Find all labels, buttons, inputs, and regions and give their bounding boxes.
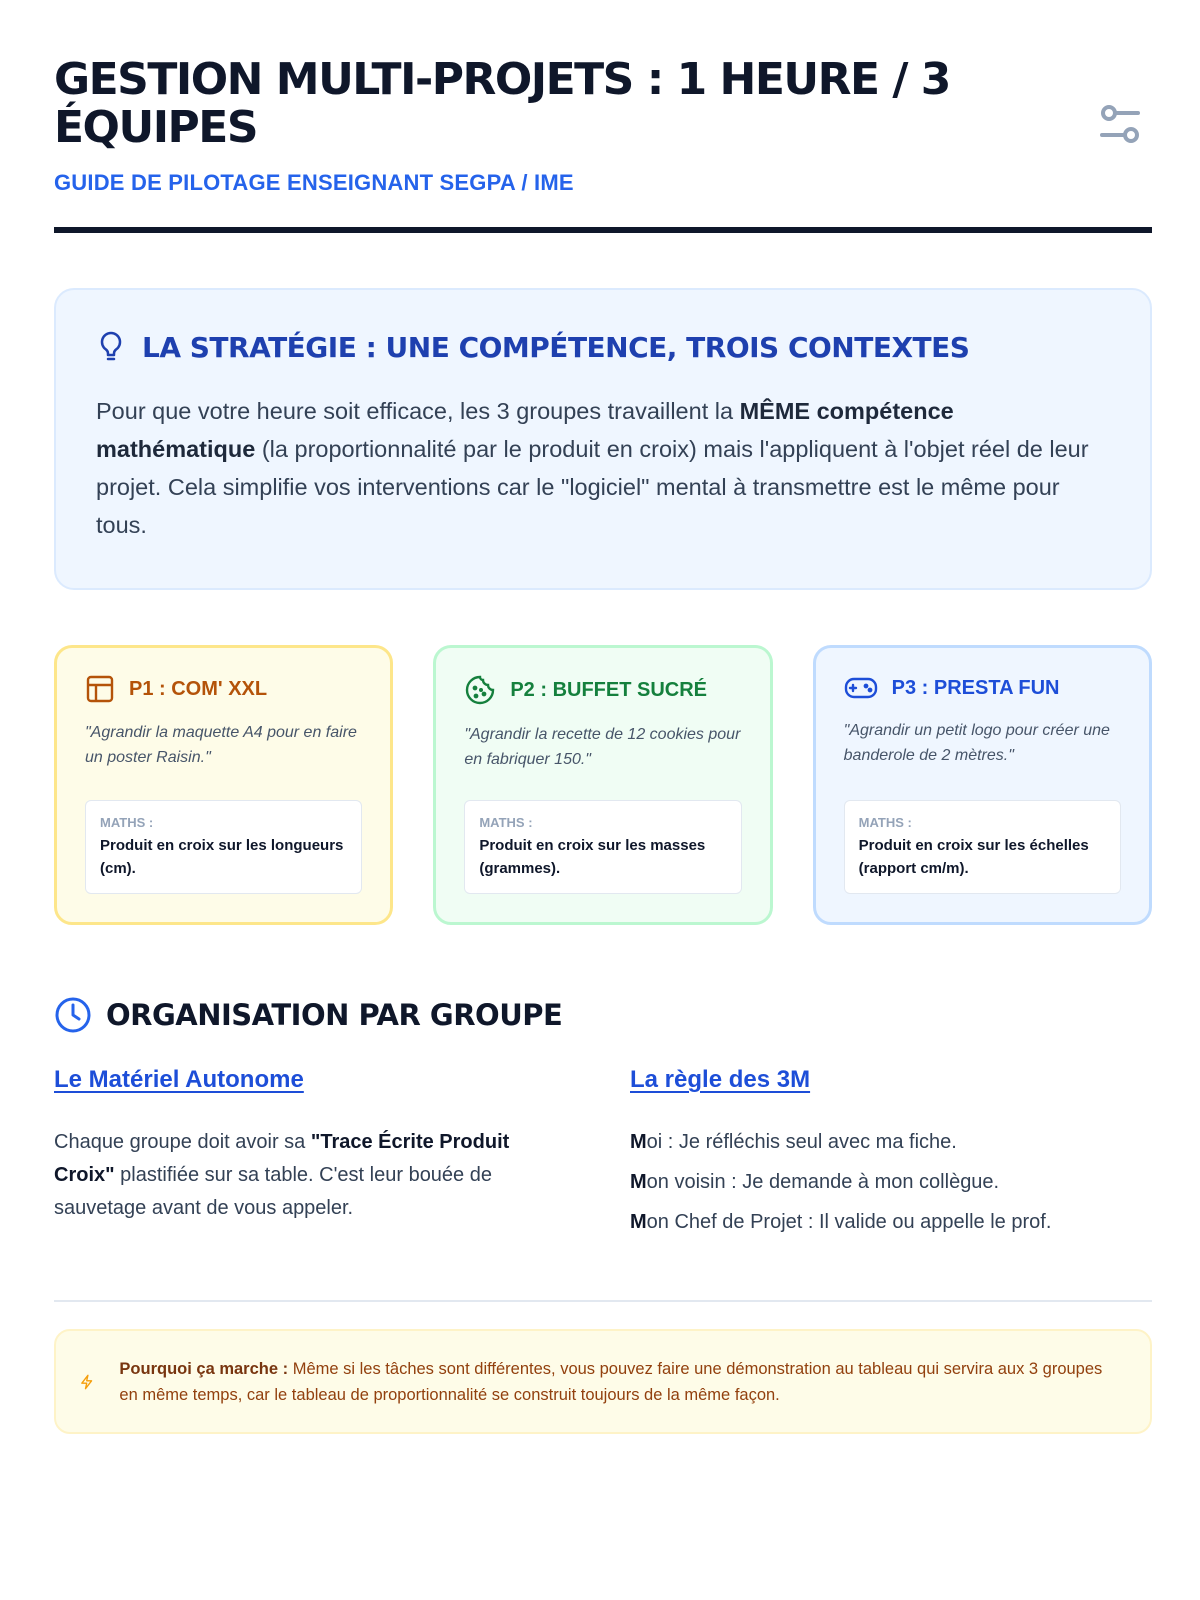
- page-header: [54, 56, 1152, 236]
- list-item: Mon voisin : Je demande à mon collègue.: [630, 1171, 1000, 1193]
- project-card-title: P2 : BUFFET SUCRÉ: [510, 678, 708, 701]
- lightbulb-icon: [96, 330, 126, 364]
- section-divider: [54, 1300, 1152, 1302]
- maths-box: [844, 800, 1121, 894]
- maths-text: Produit en croix sur les échelles (rapport cm/m).: [858, 837, 1089, 877]
- page-subtitle: GUIDE DE PILOTAGE ENSEIGNANT SEGPA / IME: [54, 170, 574, 195]
- project-card-title: P1 : COM' XXL: [129, 677, 268, 700]
- cookie-icon: [464, 674, 496, 706]
- strategy-title: LA STRATÉGIE : UNE COMPÉTENCE, TROIS CONTEXTES: [142, 330, 970, 364]
- zap-icon: [80, 1369, 93, 1395]
- maths-text: Produit en croix sur les longueurs (cm).: [100, 837, 344, 877]
- maths-box: [464, 800, 741, 894]
- organisation-title: ORGANISATION PAR GROUPE: [106, 998, 563, 1032]
- organisation-header: [54, 996, 562, 1034]
- autonomous-material-title: Le Matériel Autonome: [54, 1066, 304, 1093]
- autonomous-material-text: Chaque groupe doit avoir sa "Trace Écrite Produit Croix" plastifiée sur sa table. C'est leur bouée de sauvetage avant de vous appeler.: [54, 1131, 510, 1219]
- rule-3m-list: [630, 1122, 1150, 1242]
- project-card-p3: [813, 645, 1152, 925]
- header-divider: [54, 227, 1152, 233]
- list-item: Mon Chef de Projet : Il valide ou appelle le prof.: [630, 1211, 1052, 1233]
- maths-label: MATHS :: [858, 815, 912, 830]
- maths-text: Produit en croix sur les masses (grammes).: [479, 837, 706, 877]
- callout-label: Pourquoi ça marche :: [119, 1359, 289, 1378]
- strategy-emphasis: MÊME compétence mathématique: [96, 398, 954, 462]
- autonomous-material-section: [54, 1066, 574, 1225]
- project-card-p2: [433, 645, 772, 925]
- list-item: Moi : Je réfléchis seul avec ma fiche.: [630, 1131, 957, 1153]
- callout-box: [54, 1329, 1152, 1434]
- project-card-quote: "Agrandir la recette de 12 cookies pour en fabriquer 150.": [464, 726, 741, 768]
- sliders-icon[interactable]: [1096, 100, 1144, 148]
- gamepad-icon: [844, 674, 878, 702]
- project-card-p1: [54, 645, 393, 925]
- project-card-quote: "Agrandir la maquette A4 pour en faire un poster Raisin.": [85, 724, 357, 766]
- maths-label: MATHS :: [479, 815, 533, 830]
- project-cards: [54, 645, 1152, 925]
- strategy-panel: [54, 288, 1152, 590]
- strategy-text: Pour que votre heure soit efficace, les 3 groupes travaillent la MÊME compétence mathématique (la proportionnalité par le produit en croix) mais l'appliquent à l'objet réel de leur projet. Cela simplifie vos interventions car le "logiciel" mental à transmettre est le même pour tous.: [96, 398, 1089, 538]
- project-card-quote: "Agrandir un petit logo pour créer une banderole de 2 mètres.": [843, 722, 1110, 764]
- project-card-title: P3 : PRESTA FUN: [891, 676, 1060, 699]
- callout-text: Pourquoi ça marche : Même si les tâches sont différentes, vous pouvez faire une démonstration au tableau qui servira aux 3 groupes en même temps, car le tableau de proportionnalité se construit toujours de la même façon.: [119, 1359, 1103, 1404]
- rule-3m-title: La règle des 3M: [630, 1066, 811, 1093]
- maths-label: MATHS :: [100, 815, 154, 830]
- maths-box: [85, 800, 362, 894]
- page-title: GESTION MULTI-PROJETS : 1 HEURE / 3 ÉQUIPES: [54, 54, 950, 153]
- rule-3m-section: [630, 1066, 1150, 1242]
- clock-icon: [54, 996, 92, 1034]
- layout-icon: [85, 674, 115, 704]
- trace-ecrite-emphasis: "Trace Écrite Produit Croix": [54, 1131, 510, 1186]
